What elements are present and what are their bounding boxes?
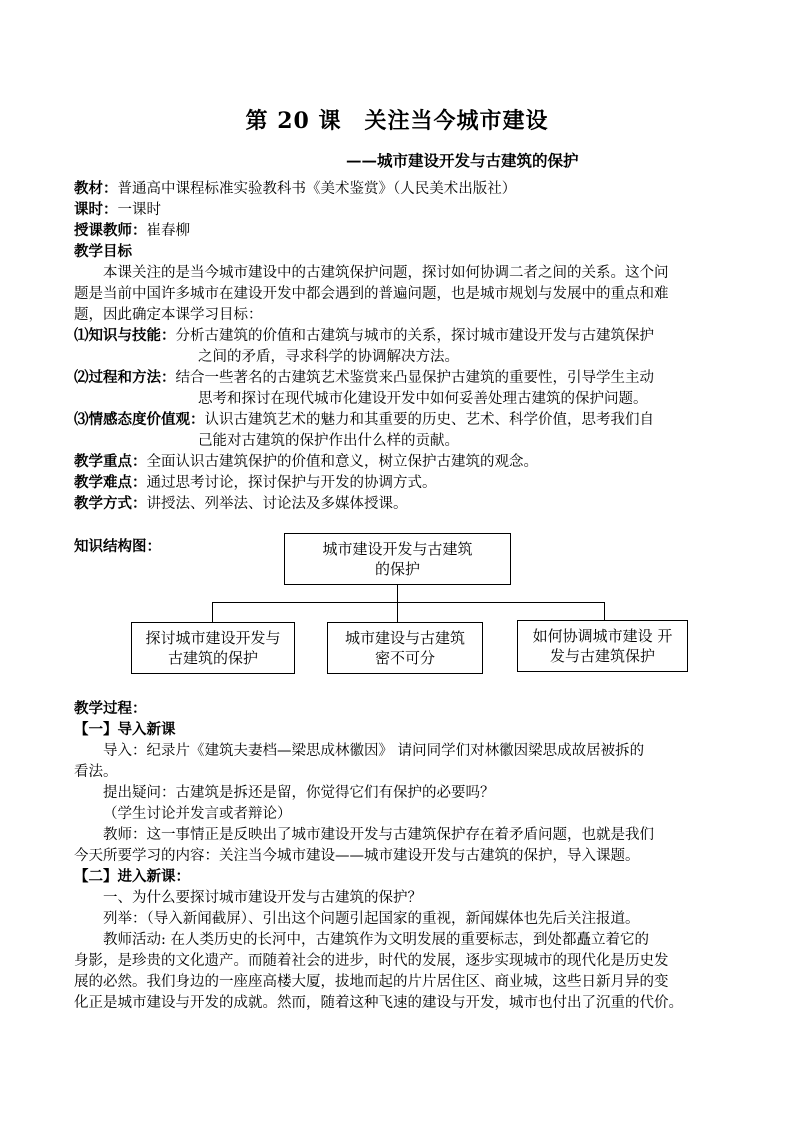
connector-line xyxy=(212,602,605,603)
method-label: 教学方式： xyxy=(74,495,147,512)
paragraph-line: 看法。 xyxy=(74,764,118,780)
node-text: 发与古建筑保护 xyxy=(549,647,655,665)
paragraph-line: 展的必然。我们身边的一座座高楼大厦，拔地而起的片片居住区、商业城，这些日新月异的变 xyxy=(74,974,669,990)
hours-row xyxy=(74,200,161,220)
goal-attitude xyxy=(74,410,654,430)
paragraph-line: 提出疑问：古建筑是拆还是留，你觉得它们有保护的必要吗？ xyxy=(103,785,495,801)
section-heading: 【二】进入新课： xyxy=(74,868,190,885)
difficulty-value: 通过思考讨论，探讨保护与开发的协调方式。 xyxy=(146,475,437,491)
method-value: 讲授法、列举法、讨论法及多媒体授课。 xyxy=(146,496,408,512)
section-heading: 【一】导入新课 xyxy=(74,721,176,738)
connector-line xyxy=(397,602,398,622)
paragraph-line: 身影，是珍贵的文化遗产。而随着社会的进步，时代的发展，逐步实现城市的现代化是历史发 xyxy=(74,953,669,969)
goal-label: ⑵过程和方法： xyxy=(74,369,176,386)
paragraph-line: 教师：这一事情正是反映出了城市建设开发与古建筑保护存在着矛盾问题，也就是我们 xyxy=(103,827,654,843)
diagram-child-node xyxy=(131,622,295,674)
paragraph-line: 教师活动: 在人类历史的长河中，古建筑作为文明发展的重要标志，到处都矗立着它的 xyxy=(103,932,649,948)
hours-value: 一课时 xyxy=(117,202,161,218)
goal-label: ⑶情感态度价值观： xyxy=(74,411,205,428)
textbook-label: 教材： xyxy=(74,180,118,197)
node-text: 城市建设与古建筑 xyxy=(344,629,465,647)
teacher-value: 崔春柳 xyxy=(146,223,190,239)
goal-label: ⑴知识与技能： xyxy=(74,327,176,344)
goal-text: 认识古建筑艺术的魅力和其重要的历史、艺术、科学价值，思考我们自 xyxy=(204,412,654,428)
goal-text: 己能对古建筑的保护作出什么样的贡献。 xyxy=(198,433,459,449)
paragraph-line: （学生讨论并发言或者辩论） xyxy=(103,806,292,822)
key-point-value: 全面认识古建筑保护的价值和意义，树立保护古建筑的观念。 xyxy=(146,454,538,470)
node-text: 探讨城市建设开发与 xyxy=(145,629,281,647)
connector-line xyxy=(604,602,605,620)
intro-line: 题，因此确定本课学习目标： xyxy=(74,307,263,323)
goal-text: 思考和探讨在现代城市化建设开发中如何妥善处理古建筑的保护问题。 xyxy=(198,391,648,407)
teacher-label: 授课教师： xyxy=(74,222,147,239)
paragraph-line: 化正是城市建设与开发的成就。然而，随着这种飞速的建设与开发，城市也付出了沉重的代价。 xyxy=(74,995,683,1011)
goal-knowledge xyxy=(74,326,654,346)
goal-text: 结合一些著名的古建筑艺术鉴赏来凸显保护古建筑的重要性，引导学生主动 xyxy=(175,370,654,386)
connector-line xyxy=(212,602,213,622)
goal-text: 分析古建筑的价值和古建筑与城市的关系，探讨城市建设开发与古建筑保护 xyxy=(175,328,654,344)
key-point-label: 教学重点： xyxy=(74,453,147,470)
diagram-child-node xyxy=(517,620,688,672)
node-text: 古建筑的保护 xyxy=(167,649,258,667)
teacher-row xyxy=(74,221,190,241)
diagram-child-node xyxy=(327,622,483,674)
goal-text: 之间的矛盾，寻求科学的协调解决方法。 xyxy=(198,349,459,365)
node-text: 如何协调城市建设 开 xyxy=(532,627,673,645)
paragraph-line: 列举：（导入新闻截屏）、引出这个问题引起国家的重视，新闻媒体也先后关注报道。 xyxy=(103,911,640,927)
page-subtitle: ——城市建设开发与古建筑的保护 xyxy=(346,151,579,170)
difficulty-label: 教学难点： xyxy=(74,474,147,491)
textbook-row xyxy=(74,179,516,199)
page-title: 第 20 课 关注当今城市建设 xyxy=(245,108,549,134)
difficulty-row xyxy=(74,473,437,493)
hours-label: 课时： xyxy=(74,201,118,218)
node-text: 的保护 xyxy=(374,560,420,578)
process-heading: 教学过程： xyxy=(74,700,147,717)
method-row xyxy=(74,494,408,514)
diagram-root-node xyxy=(284,533,511,585)
objectives-heading: 教学目标 xyxy=(74,243,132,260)
key-point-row xyxy=(74,452,538,472)
node-text: 城市建设开发与古建筑 xyxy=(322,540,473,558)
intro-line: 题是当前中国许多城市在建设开发中都会遇到的普遍问题，也是城市规划与发展中的重点和难 xyxy=(74,286,669,302)
paragraph-line: 导入：纪录片《建筑夫妻档—梁思成林徽因》 请问同学们对林徽因梁思成故居被拆的 xyxy=(103,743,645,759)
structure-heading: 知识结构图： xyxy=(74,538,161,555)
paragraph-line: 今天所要学习的内容：关注当今城市建设——城市建设开发与古建筑的保护，导入课题。 xyxy=(74,848,640,864)
paragraph-line: 一、为什么要探讨城市建设开发与古建筑的保护？ xyxy=(103,890,422,906)
intro-line: 本课关注的是当今城市建设中的古建筑保护问题，探讨如何协调二者之间的关系。这个问 xyxy=(103,265,669,281)
goal-process xyxy=(74,368,654,388)
textbook-value: 普通高中课程标准实验教科书《美术鉴赏》（人民美术出版社） xyxy=(117,181,517,197)
node-text: 密不可分 xyxy=(374,649,435,667)
connector-line xyxy=(397,585,398,602)
